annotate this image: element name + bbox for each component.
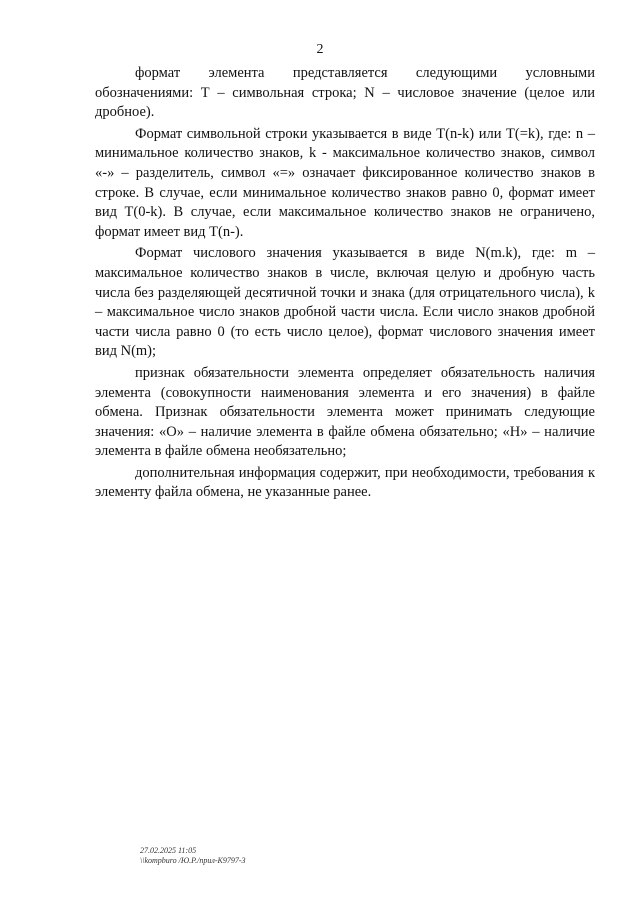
paragraph-format-notation: формат элемента представляется следующими условными обозначениями: Т – символьная строка; N – числовое значение (целое или дробное). bbox=[95, 65, 595, 121]
document-body bbox=[95, 64, 595, 505]
paragraph-obligation-flag: признак обязательности элемента определяет обязательность наличия элемента (совокупности наименования элемента и его значения) в файле обмена. Признак обязательности элемента может принимать следующие значения: «О» – наличие элемента в файле обмена обязательно; «Н» – наличие элемента в файле обмена необязательно; bbox=[95, 364, 595, 460]
page-number: 2 bbox=[316, 42, 324, 57]
document-footer bbox=[140, 846, 246, 866]
paragraph-additional-info: дополнительная информация содержит, при необходимости, требования к элементу файла обмена, не указанные ранее. bbox=[95, 464, 595, 501]
footer-file-path: \\kompburo /Ю.Р./прил-К9797-3 bbox=[140, 856, 246, 865]
footer-timestamp: 27.02.2025 11:05 bbox=[140, 846, 197, 855]
paragraph-numeric-format: Формат числового значения указывается в виде N(m.k), где: m – максимальное количество знаков в числе, включая целую и дробную часть числа без разделяющей десятичной точки и знака (для отрицательного числа), k – максимальное число знаков дробной части числа. Если число знаков дробной части числа равно 0 (то есть число целое), формат числового значения имеет вид N(m); bbox=[95, 245, 595, 360]
paragraph-string-format: Формат символьной строки указывается в виде T(n-k) или T(=k), где: n – минимальное количество знаков, k - максимальное количество знаков, символ «-» – разделитель, символ «=» означает фиксированное количество знаков в строке. В случае, если минимальное количество знаков равно 0, формат имеет вид T(0-k). В случае, если максимальное количество знаков не ограничено, формат имеет вид T(n-). bbox=[95, 125, 595, 240]
